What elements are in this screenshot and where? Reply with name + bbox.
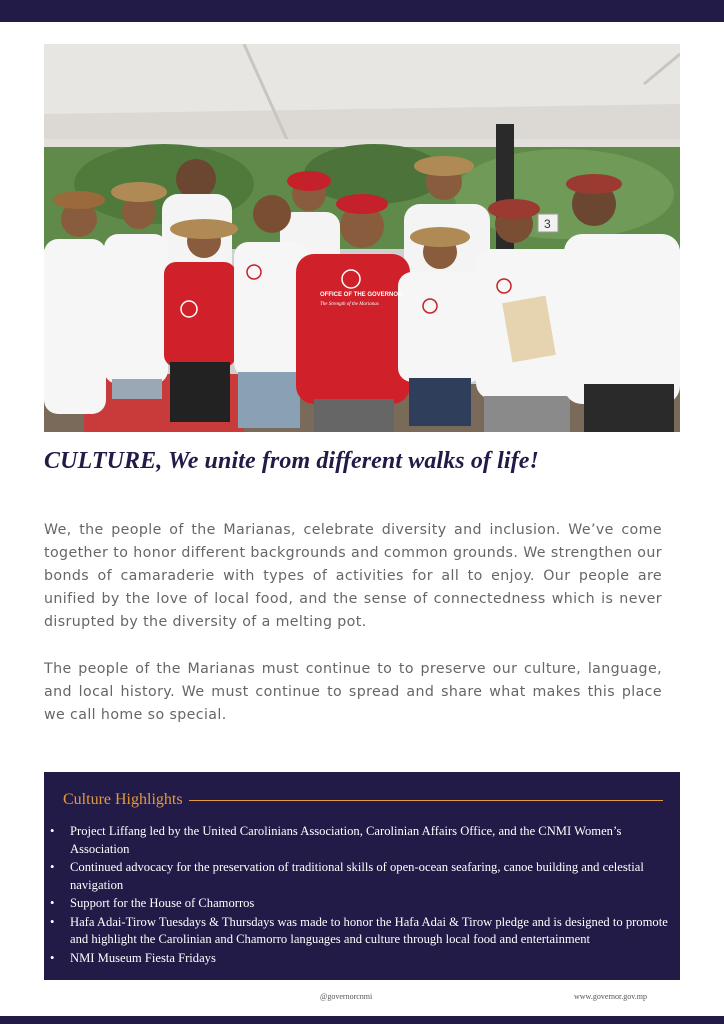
shirt-logo-text: OFFICE OF THE GOVERNOR: [320, 292, 403, 298]
list-item-text: Support for the House of Chamorros: [70, 896, 255, 910]
list-item-text: Project Liffang led by the United Carolinians Association, Carolinian Affairs Office, and the CNMI Women’s Association: [70, 824, 622, 856]
list-item: [50, 914, 668, 949]
list-item-text: Continued advocacy for the preservation of traditional skills of open-ocean seafaring, canoe building and celestial navigation: [70, 860, 644, 892]
page-headline: CULTURE, We unite from different walks of life!: [44, 448, 539, 474]
bullet-icon: •: [50, 824, 55, 838]
culture-paragraph: The people of the Marianas must continue to to preserve our culture, language, and local history. We must continue to spread and share what makes this place we call home so special.: [44, 661, 662, 723]
bottom-banner-bar: [0, 1016, 724, 1024]
highlights-list: [50, 823, 668, 968]
footer-website: www.governor.gov.mp: [574, 992, 647, 1001]
top-banner-bar: [0, 0, 724, 22]
bullet-icon: •: [50, 950, 55, 965]
highlights-divider: [189, 800, 663, 801]
list-item-text: NMI Museum Fiesta Fridays: [70, 950, 216, 965]
culture-highlights-box: [44, 772, 680, 980]
group-photo: [44, 44, 680, 432]
photo-number-tag: 3: [544, 217, 551, 231]
bullet-icon: •: [50, 860, 55, 874]
shirt-logo-script: The Strength of the Marianas: [320, 302, 379, 307]
bullet-icon: •: [50, 914, 55, 929]
highlights-header: [63, 791, 663, 809]
list-item: [50, 859, 668, 894]
highlights-title: Culture Highlights: [63, 791, 183, 808]
footer-social-handle: @governorcnmi: [320, 992, 373, 1001]
list-item-text: Hafa Adai-Tirow Tuesdays & Thursdays was made to honor the Hafa Adai & Tirow pledge and is designed to promote and highlight the Carolinian and Chamorro languages and culture through local food and entertainment: [70, 914, 668, 946]
list-item: [50, 950, 668, 968]
bullet-icon: •: [50, 896, 55, 910]
intro-paragraph: We, the people of the Marianas, celebrate diversity and inclusion. We’ve come together to honor different backgrounds and common grounds. We strengthen our bonds of camaraderie with types of activities for all to enjoy. Our people are unified by the love of local food, and the sense of connectedness which is never disrupted by the diversity of a melting pot.: [44, 522, 662, 630]
list-item: [50, 823, 668, 858]
list-item: [50, 895, 668, 913]
